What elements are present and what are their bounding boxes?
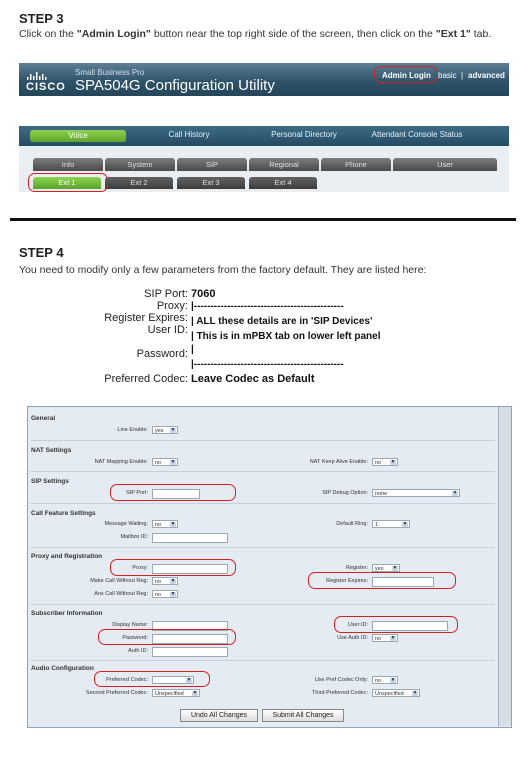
auth-id-label: Auth ID: bbox=[128, 648, 148, 654]
third-codec-label: Third Preferred Codec: bbox=[312, 690, 368, 696]
proxy-label: Proxy: bbox=[132, 565, 148, 571]
submit-all-changes-button[interactable]: Submit All Changes bbox=[262, 709, 344, 722]
param-user-id-label: User ID: bbox=[147, 324, 188, 336]
default-ring-value: 1 bbox=[375, 522, 379, 528]
ans-call-label: Ans Call Without Reg: bbox=[94, 591, 148, 597]
step3-admin-login-ref: "Admin Login" bbox=[76, 28, 151, 40]
step3-text-post: tab. bbox=[470, 28, 492, 40]
nav-voice[interactable]: Voice bbox=[30, 130, 126, 142]
preferred-codec-label: Preferred Codec: bbox=[106, 677, 148, 683]
default-ring-label: Default Ring: bbox=[336, 521, 368, 527]
nat-keep-alive-value: no bbox=[375, 460, 382, 466]
param-sip-port-label: SIP Port: bbox=[144, 288, 188, 300]
tabs-panel bbox=[19, 126, 509, 192]
make-call-select[interactable] bbox=[152, 577, 178, 585]
param-sip-port-value: 7060 bbox=[191, 288, 216, 300]
form-divider bbox=[31, 604, 495, 605]
section-audio: Audio Configuration bbox=[31, 665, 94, 672]
tab-ext-3[interactable]: Ext 3 bbox=[177, 177, 245, 189]
param-dash-line-top: |--------------------------------------------- bbox=[191, 301, 344, 312]
display-name-label: Display Name: bbox=[112, 622, 148, 628]
section-divider bbox=[10, 218, 516, 221]
tab-ext-4[interactable]: Ext 4 bbox=[249, 177, 317, 189]
product-title: SPA504G Configuration Utility bbox=[75, 77, 275, 94]
ext1-highlight bbox=[28, 173, 108, 192]
chevron-down-icon: ▼ bbox=[392, 565, 398, 571]
section-proxy: Proxy and Registration bbox=[31, 553, 103, 560]
step4-instructions: You need to modify only a few parameters from the factory default. They are listed here: bbox=[19, 264, 427, 276]
nat-keep-alive-label: NAT Keep Alive Enable: bbox=[309, 459, 368, 465]
chevron-down-icon: ▼ bbox=[390, 677, 396, 683]
ans-call-select[interactable] bbox=[152, 590, 178, 598]
second-codec-select[interactable] bbox=[152, 689, 200, 697]
step4-title: STEP 4 bbox=[19, 245, 64, 260]
default-ring-select[interactable] bbox=[372, 520, 410, 528]
form-scrollbar[interactable] bbox=[498, 407, 511, 726]
user-id-label: User ID: bbox=[347, 622, 368, 628]
step3-text-pre: Click on the bbox=[19, 28, 77, 40]
preferred-codec-highlight bbox=[94, 671, 210, 687]
admin-login-highlight bbox=[374, 66, 438, 83]
small-business-label: Small Business Pro bbox=[75, 68, 145, 77]
section-nat: NAT Settings bbox=[31, 447, 72, 454]
third-codec-value: Unspecified bbox=[375, 691, 404, 697]
step3-instructions bbox=[19, 28, 509, 41]
message-waiting-value: no bbox=[155, 522, 162, 528]
use-auth-value: no bbox=[375, 636, 382, 642]
undo-all-changes-button[interactable]: Undo All Changes bbox=[180, 709, 258, 722]
ext1-config-form bbox=[27, 406, 512, 728]
line-enable-label: Line Enable: bbox=[117, 427, 148, 433]
sip-port-highlight bbox=[110, 484, 236, 501]
proxy-highlight bbox=[110, 559, 236, 576]
chevron-down-icon: ▼ bbox=[402, 521, 408, 527]
line-enable-select[interactable] bbox=[152, 426, 178, 434]
use-pref-codec-label: Use Pref Codec Only: bbox=[314, 677, 368, 683]
cisco-logo-text: CISCO bbox=[26, 81, 66, 93]
chevron-down-icon: ▼ bbox=[170, 521, 176, 527]
nav-attendant-console[interactable]: Attendant Console Status bbox=[371, 130, 463, 139]
admin-login-button[interactable]: Admin Login bbox=[382, 71, 431, 80]
sip-port-label: SIP Port: bbox=[126, 490, 148, 496]
password-label: Password: bbox=[122, 635, 148, 641]
chevron-down-icon: ▼ bbox=[452, 490, 458, 496]
form-divider bbox=[31, 660, 495, 661]
nat-mapping-value: no bbox=[155, 460, 162, 466]
param-note-1: | ALL these details are in 'SIP Devices' bbox=[191, 316, 373, 327]
nat-mapping-label: NAT Mapping Enable: bbox=[94, 459, 148, 465]
chevron-down-icon: ▼ bbox=[170, 459, 176, 465]
param-password-label: Password: bbox=[136, 348, 188, 360]
ans-call-value: no bbox=[155, 592, 162, 598]
step3-title: STEP 3 bbox=[19, 11, 64, 26]
nav-call-history[interactable]: Call History bbox=[168, 130, 210, 139]
tab-sip[interactable]: SIP bbox=[177, 158, 247, 171]
tab-system[interactable]: System bbox=[105, 158, 175, 171]
second-codec-value: Unspecified bbox=[155, 691, 184, 697]
form-divider bbox=[31, 503, 495, 504]
tab-regional[interactable]: Regional bbox=[249, 158, 319, 171]
form-divider bbox=[31, 471, 495, 472]
make-call-label: Make Call Without Reg: bbox=[90, 578, 148, 584]
param-note-2: | This is in mPBX tab on lower left panel bbox=[191, 331, 381, 342]
section-subscriber: Subscriber Information bbox=[31, 610, 103, 617]
chevron-down-icon: ▼ bbox=[412, 690, 418, 696]
line-enable-value: yes bbox=[155, 428, 164, 434]
password-highlight bbox=[98, 629, 236, 645]
use-pref-codec-value: no bbox=[375, 678, 382, 684]
tab-ext-1[interactable]: Ext 1 bbox=[33, 177, 101, 189]
chevron-down-icon: ▼ bbox=[192, 690, 198, 696]
main-nav-bar bbox=[19, 126, 509, 146]
param-dash-line-bottom: |--------------------------------------------- bbox=[191, 359, 344, 370]
chevron-down-icon: ▼ bbox=[170, 591, 176, 597]
nat-mapping-select[interactable] bbox=[152, 458, 178, 466]
step3-ext1-ref: "Ext 1" bbox=[435, 28, 471, 40]
register-value: yes bbox=[375, 566, 384, 572]
register-label: Register: bbox=[345, 565, 368, 571]
step3-text-mid: button near the top right side of the screen, then click on the bbox=[150, 28, 436, 40]
advanced-link[interactable]: advanced bbox=[468, 71, 505, 80]
mailbox-label: Mailbox ID: bbox=[120, 534, 148, 540]
section-general: General bbox=[31, 415, 56, 422]
form-divider bbox=[31, 547, 495, 548]
sip-debug-value: none bbox=[375, 491, 388, 497]
use-auth-label: Use Auth ID: bbox=[337, 635, 368, 641]
mailbox-input[interactable] bbox=[152, 533, 228, 543]
register-select[interactable] bbox=[372, 564, 400, 572]
chevron-down-icon: ▼ bbox=[170, 578, 176, 584]
param-register-expires-label: Register Expires: bbox=[104, 312, 188, 324]
param-preferred-codec-value: Leave Codec as Default bbox=[191, 373, 315, 385]
use-auth-select[interactable] bbox=[372, 634, 398, 642]
form-divider bbox=[31, 440, 495, 441]
use-pref-codec-select[interactable] bbox=[372, 676, 398, 684]
chevron-down-icon: ▼ bbox=[390, 635, 396, 641]
link-separator: | bbox=[461, 71, 464, 80]
user-id-highlight bbox=[334, 616, 458, 633]
auth-id-input[interactable] bbox=[152, 647, 228, 657]
section-sip: SIP Settings bbox=[31, 478, 69, 485]
register-expires-highlight bbox=[308, 572, 456, 589]
param-preferred-codec-label: Preferred Codec: bbox=[104, 373, 188, 385]
tab-phone[interactable]: Phone bbox=[321, 158, 391, 171]
chevron-down-icon: ▼ bbox=[390, 459, 396, 465]
cisco-banner bbox=[19, 63, 509, 96]
nat-keep-alive-select[interactable] bbox=[372, 458, 398, 466]
basic-link[interactable]: basic bbox=[438, 71, 457, 80]
nav-personal-directory[interactable]: Personal Directory bbox=[271, 130, 337, 139]
tab-info[interactable]: Info bbox=[33, 158, 103, 171]
sip-debug-label: SIP Debug Option: bbox=[322, 490, 368, 496]
chevron-down-icon: ▼ bbox=[170, 427, 176, 433]
tab-ext-2[interactable]: Ext 2 bbox=[105, 177, 173, 189]
message-waiting-select[interactable] bbox=[152, 520, 178, 528]
second-codec-label: Second Preferred Codec: bbox=[85, 690, 148, 696]
param-proxy-label: Proxy: bbox=[156, 300, 188, 312]
make-call-value: no bbox=[155, 579, 162, 585]
message-waiting-label: Message Waiting: bbox=[104, 521, 148, 527]
tab-user[interactable]: User bbox=[393, 158, 497, 171]
section-call-feature: Call Feature Settings bbox=[31, 510, 96, 517]
register-expires-label: Register Expires: bbox=[326, 578, 368, 584]
chevron-down-icon: ▼ bbox=[186, 677, 192, 683]
third-codec-select[interactable] bbox=[372, 689, 420, 697]
param-bar: | bbox=[191, 344, 194, 355]
sip-debug-select[interactable] bbox=[372, 489, 460, 497]
